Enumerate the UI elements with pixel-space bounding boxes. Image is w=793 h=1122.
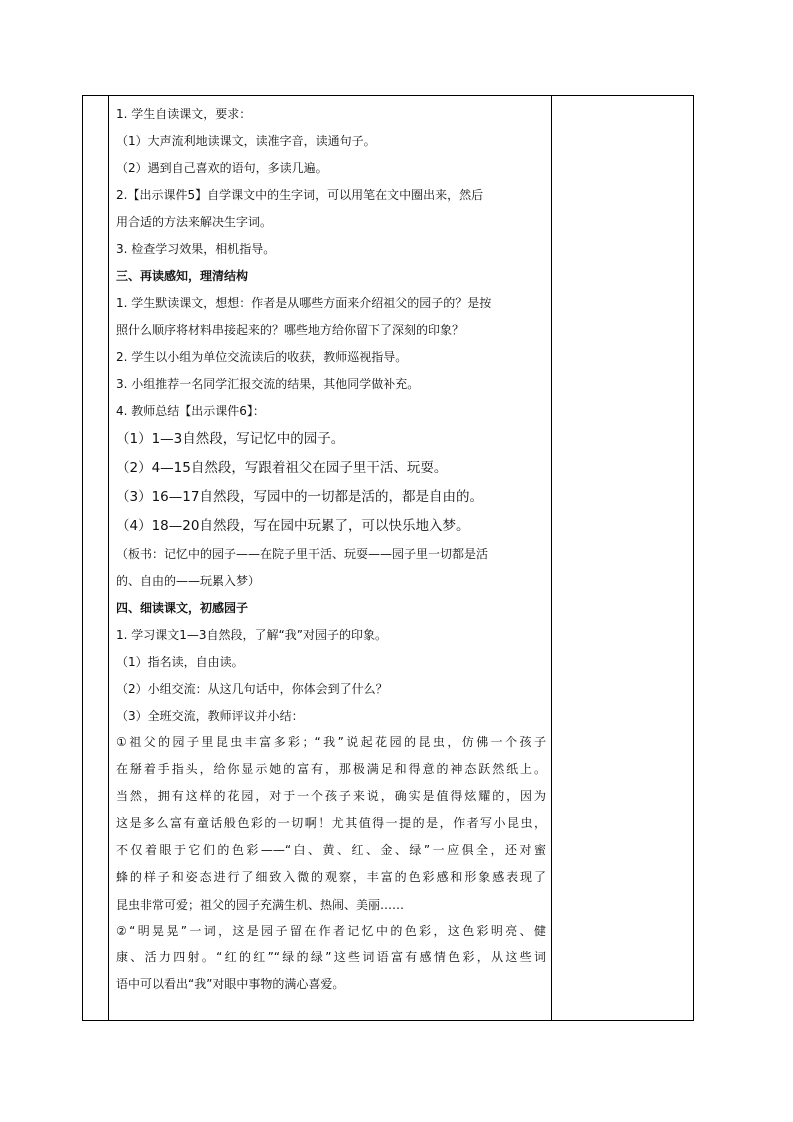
text-line: 1. 学生默读课文，想想：作者是从哪些方面来介绍祖父的园子的？是按 (116, 295, 492, 310)
text-line: 蜂的样子和姿态进行了细致入微的观察，丰富的色彩感和形象感表现了 (116, 870, 546, 884)
text-line: 2. 学生以小组为单位交流读后的收获，教师巡视指导。 (116, 349, 408, 364)
section-heading: 四、细读课文，初感园子 (116, 600, 249, 615)
text-line: 康、活力四射。“红的红”“绿的绿”这些词语富有感情色彩，从这些词 (116, 950, 546, 964)
text-line-large: （2）4—15自然段，写跟着祖父在园子里干活、玩耍。 (116, 459, 448, 476)
text-line-large: （1）1—3自然段，写记忆中的园子。 (116, 430, 345, 447)
text-line: 用合适的方法来解决生字词。 (116, 214, 273, 229)
text-line: 3. 小组推荐一名同学汇报交流的结果，其他同学做补充。 (116, 376, 420, 391)
text-line-large: （4）18—20自然段，写在园中玩累了，可以快乐地入梦。 (116, 517, 470, 534)
text-line: （1）指名读，自由读。 (116, 654, 244, 669)
text-line: ②“明晃晃”一词，这是园子留在作者记忆中的色彩，这色彩明亮、健 (116, 924, 546, 938)
text-line: 这是多么富有童话般色彩的一切啊！尤其值得一提的是，作者写小昆虫， (116, 816, 546, 830)
lesson-content (116, 100, 546, 997)
text-line: 昆虫非常可爱；祖父的园子充满生机、热闹、美丽…… (116, 897, 405, 912)
text-line: 当然，拥有这样的花园，对于一个孩子来说，确实是值得炫耀的，因为 (116, 789, 546, 803)
text-line: 语中可以看出“我”对眼中事物的满心喜爱。 (116, 976, 345, 991)
text-line: 4. 教师总结【出示课件6】： (116, 403, 265, 418)
text-line: （板书：记忆中的园子——在院子里干活、玩耍——园子里一切都是活 (116, 546, 489, 561)
text-line: 3. 检查学习效果，相机指导。 (116, 241, 276, 256)
text-line: 的、自由的——玩累入梦） (116, 573, 261, 588)
text-line: 照什么顺序将材料串接起来的？哪些地方给你留下了深刻的印象？ (116, 322, 465, 337)
section-heading: 三、再读感知，理清结构 (116, 268, 249, 283)
text-line: 2.【出示课件5】自学课文中的生字词，可以用笔在文中圈出来，然后 (116, 187, 484, 202)
text-line: 1. 学习课文1—3自然段，了解“我”对园子的印象。 (116, 627, 387, 642)
text-line: （3）全班交流，教师评议并小结： (116, 708, 304, 723)
text-line: ①祖父的园子里昆虫丰富多彩；“我”说起花园的昆虫，仿佛一个孩子 (116, 735, 546, 749)
text-line: 在掰着手指头，给你显示她的富有，那极满足和得意的神态跃然纸上。 (116, 762, 546, 776)
text-line: （1）大声流利地读课文，读准字音，读通句子。 (116, 133, 376, 148)
text-line-large: （3）16—17自然段，写园中的一切都是活的，都是自由的。 (116, 488, 483, 505)
text-line: （2）遇到自己喜欢的语句，多读几遍。 (116, 160, 328, 175)
column-divider-right (551, 96, 552, 1020)
text-line: 1. 学生自读课文，要求： (116, 106, 252, 121)
text-line: 不仅着眼于它们的色彩——“白、黄、红、金、绿”一应俱全，还对蜜 (116, 843, 546, 857)
column-divider-left (108, 96, 109, 1020)
text-line: （2）小组交流：从这几句话中，你体会到了什么？ (116, 681, 388, 696)
